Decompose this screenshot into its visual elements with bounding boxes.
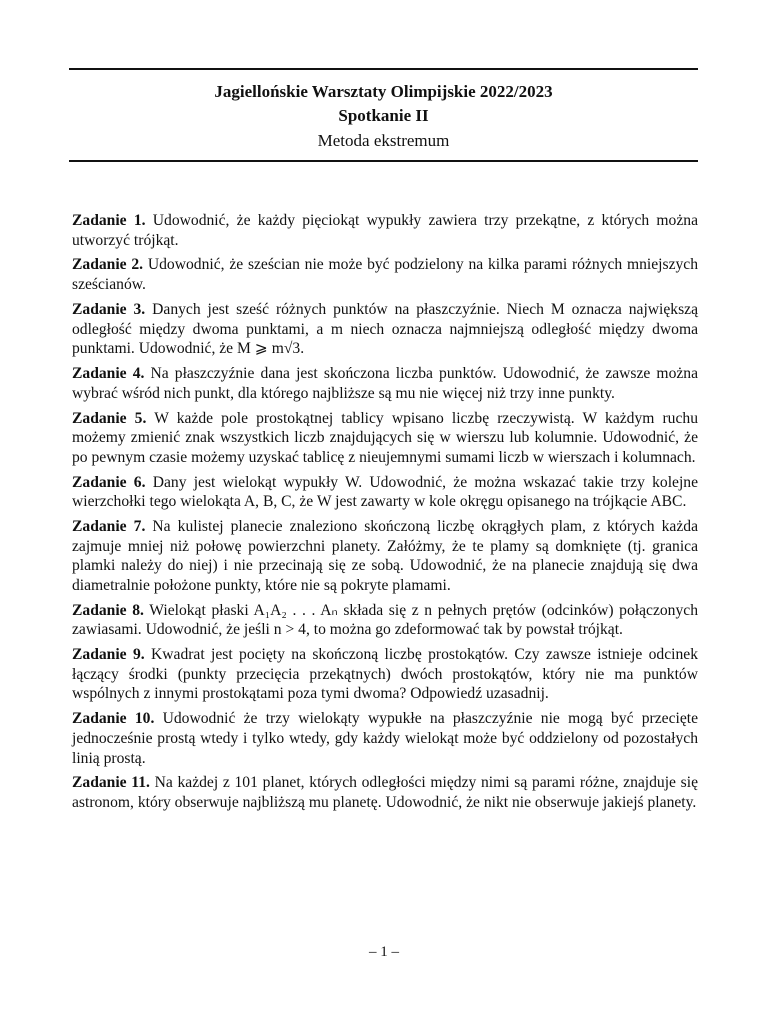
task-6 [72,473,698,512]
task-11 [72,773,698,812]
task-label: Zadanie 2. [72,256,144,274]
task-4 [72,364,698,403]
task-5 [72,409,698,468]
task-label: Zadanie 3. [72,300,146,318]
task-text: Udowodnić, że każdy pięciokąt wypukły zawiera trzy przekątne, z których można utworzyć trójkąt. [72,212,698,249]
page-number: – 1 – [369,944,399,960]
task-10 [72,709,698,768]
task-label: Zadanie 11. [72,774,150,792]
top-rule [69,68,698,70]
task-2 [72,255,698,294]
task-list [72,211,698,818]
task-text: Na każdej z 101 planet, których odległości między nimi są parami różne, znajduje się astronom, który obserwuje najbliższą mu planetę. Udowodnić, że nikt nie obserwuje jakiejś planety. [72,774,698,811]
task-label: Zadanie 7. [72,518,146,536]
bottom-rule [69,160,698,162]
task-8 [72,601,698,640]
meeting-title: Spotkanie II [338,106,429,125]
task-label: Zadanie 4. [72,365,145,383]
task-text: Na płaszczyźnie dana jest skończona liczba punktów. Udowodnić, że zawsze można wybrać wśród nich punkt, dla którego najbliższe są mu nie więcej niż trzy inne punkty. [72,365,699,402]
task-label: Zadanie 6. [72,473,146,491]
document-header [69,80,698,154]
task-text: W każde pole prostokątnej tablicy wpisano liczbę rzeczywistą. W każdym ruchu możemy zmienić znak wszystkich liczb znajdujących się w wierszu lub kolumnie. Udowodnić, że po pewnym czasie możemy uzyskać tablicę z nieujemnymi sumami liczb w wierszach i kolumnach. [72,409,698,466]
task-9 [72,645,698,704]
task-label: Zadanie 1. [72,212,146,229]
task-text: Danych jest sześć różnych punktów na płaszczyźnie. Niech M oznacza największą odległość między dwoma punktami, a m niech oznacza najmniejszą odległość między dwoma punktami. Udowodnić, że M ⩾ m√3. [72,300,698,358]
task-text: Udowodnić, że sześcian nie może być podzielony na kilka parami różnych mniejszych sześcianów. [72,256,699,294]
task-label: Zadanie 9. [72,646,145,664]
task-label: Zadanie 10. [72,710,155,728]
task-label: Zadanie 5. [72,409,147,427]
task-label: Zadanie 8. [72,601,144,619]
document-title: Jagiellońskie Warsztaty Olimpijskie 2022/2023 [214,82,553,101]
task-3 [72,300,698,359]
task-text: Dany jest wielokąt wypukły W. Udowodnić, że można wskazać takie trzy kolejne wierzchołki tego wielokąta A, B, C, że W jest zawarty w kole okręgu opisanego na trójkącie ABC. [72,473,698,511]
topic-subtitle: Metoda ekstremum [317,131,450,150]
task-text: Wielokąt płaski A₁A₂ . . . Aₙ składa się z n pełnych prętów (odcinków) połączonych zawiasami. Udowodnić, że jeśli n > 4, to można go zdeformować tak by powstał trójkąt. [72,601,698,639]
task-text: Na kulistej planecie znaleziono skończoną liczbę okrągłych plam, z których każda zajmuje mniej niż połowę powierzchni planety. Załóżmy, że te plamy są domknięte (tj. granica plamki należy do niej) i nie przecinają się ze sobą. Udowodnić, że na planecie znajdują się dwa diametralnie położone punkty, które nie są pokryte plamami. [72,518,698,594]
task-text: Kwadrat jest pocięty na skończoną liczbę prostokątów. Czy zawsze istnieje odcinek łączący środki (punkty przecięcia przekątnych) dwóch prostokątów, który nie ma punktów wspólnych z innymi prostokątami poza tymi dwoma? Odpowiedź uzasadnij. [72,646,699,703]
task-1 [72,211,698,250]
task-7 [72,517,698,595]
task-text: Udowodnić że trzy wielokąty wypukłe na płaszczyźnie nie mogą być przecięte jednocześnie prostą wtedy i tylko wtedy, gdy każdy wielokąt może być oddzielony od pozostałych linią prostą. [72,710,699,767]
